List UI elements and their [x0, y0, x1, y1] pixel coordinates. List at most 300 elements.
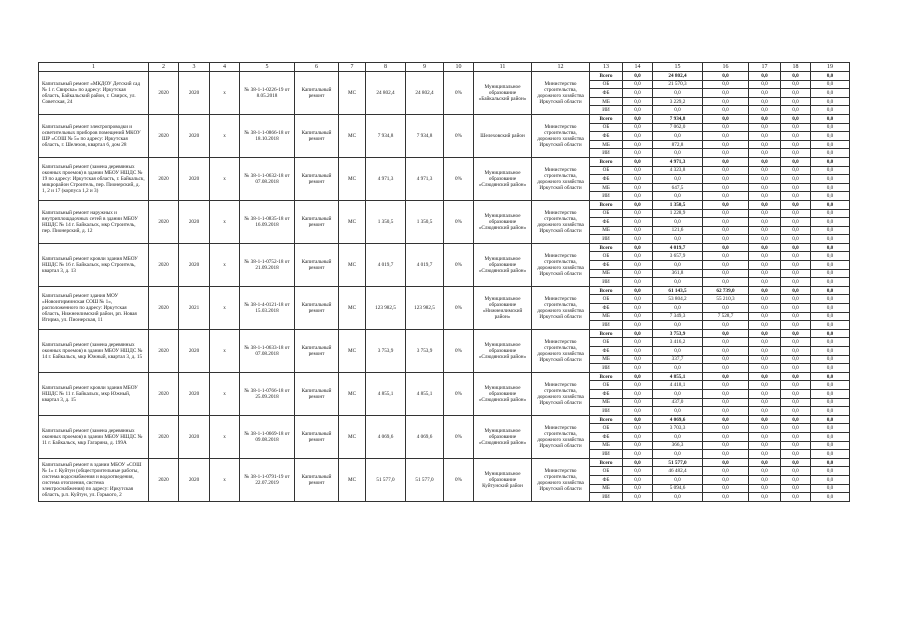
- amount-cell: 0,0: [623, 89, 653, 98]
- amount-cell: 3 703,3: [653, 424, 703, 433]
- amount-cell: 0,0: [749, 97, 781, 106]
- readiness-percent: 0%: [444, 329, 474, 372]
- remaining-cost: 7 934,8: [406, 114, 444, 157]
- amount-cell: 0,0: [749, 347, 781, 356]
- amount-cell: 0,0: [749, 278, 781, 287]
- funding-source: ИИ: [590, 450, 623, 459]
- amount-cell: 0,0: [781, 286, 811, 295]
- amount-cell: 53 804,2: [653, 295, 703, 304]
- amount-cell: 0,0: [749, 192, 781, 201]
- readiness-percent: 0%: [444, 72, 474, 115]
- amount-cell: 0,0: [623, 80, 653, 89]
- amount-cell: 1 350,5: [653, 200, 703, 209]
- end-year: 2020: [179, 415, 210, 458]
- amount-cell: 0,0: [653, 218, 703, 227]
- amount-cell: 0,0: [703, 80, 749, 89]
- amount-cell: 0,0: [623, 432, 653, 441]
- mark-cell: х: [210, 415, 240, 458]
- work-type: Капитальный ремонт: [295, 415, 339, 458]
- amount-cell: 0,0: [749, 312, 781, 321]
- municipality: Муниципальное образование «Байкальский район»: [474, 72, 532, 115]
- estimated-cost: 4 971,3: [366, 157, 406, 200]
- amount-cell: 0,0: [811, 355, 850, 364]
- funding-source: ОБ: [590, 467, 623, 476]
- column-number: 16: [703, 63, 749, 72]
- funding-source: Всего: [590, 157, 623, 166]
- work-type: Капитальный ремонт: [295, 72, 339, 115]
- remaining-cost: 24 802,4: [406, 72, 444, 115]
- amount-cell: 0,0: [811, 278, 850, 287]
- amount-cell: 0,0: [749, 321, 781, 330]
- funding-source: Всего: [590, 286, 623, 295]
- amount-cell: 0,0: [623, 295, 653, 304]
- expertise-cell: № 38-1-1-0226-19 от 8.05.2018: [240, 72, 295, 115]
- amount-cell: 0,0: [703, 493, 749, 502]
- funding-source: Всего: [590, 329, 623, 338]
- amount-cell: 0,0: [811, 218, 850, 227]
- amount-cell: 0,0: [811, 226, 850, 235]
- amount-cell: 0,0: [623, 355, 653, 364]
- municipality: Муниципальное образование «Слюдянский район»: [474, 243, 532, 286]
- funding-source: МБ: [590, 226, 623, 235]
- amount-cell: 437,0: [653, 398, 703, 407]
- amount-cell: 0,0: [781, 218, 811, 227]
- amount-cell: 0,0: [653, 475, 703, 484]
- amount-cell: 0,0: [623, 364, 653, 373]
- amount-cell: 0,0: [811, 389, 850, 398]
- amount-cell: 0,0: [623, 243, 653, 252]
- readiness-percent: 0%: [444, 157, 474, 200]
- amount-cell: 0,0: [811, 140, 850, 149]
- amount-cell: 872,8: [653, 140, 703, 149]
- amount-cell: 0,0: [749, 424, 781, 433]
- amount-cell: 0,0: [811, 269, 850, 278]
- amount-cell: 0,0: [811, 97, 850, 106]
- ownership: МС: [339, 286, 366, 329]
- funding-source: ИИ: [590, 493, 623, 502]
- amount-cell: 0,0: [781, 338, 811, 347]
- amount-cell: 0,0: [811, 261, 850, 270]
- amount-cell: 0,0: [749, 72, 781, 81]
- amount-cell: 0,0: [749, 484, 781, 493]
- amount-cell: 0,0: [623, 286, 653, 295]
- customer: Министерство строительства, дорожного хозяйства Иркутской области: [532, 243, 590, 286]
- mark-cell: х: [210, 72, 240, 115]
- mark-cell: х: [210, 372, 240, 415]
- amount-cell: 0,0: [811, 432, 850, 441]
- amount-cell: 0,0: [781, 200, 811, 209]
- funding-source: Всего: [590, 458, 623, 467]
- amount-cell: 0,0: [811, 321, 850, 330]
- mark-cell: х: [210, 200, 240, 243]
- amount-cell: 0,0: [811, 89, 850, 98]
- funding-source: Всего: [590, 114, 623, 123]
- amount-cell: 0,0: [703, 175, 749, 184]
- amount-cell: 0,0: [703, 441, 749, 450]
- amount-cell: 0,0: [623, 312, 653, 321]
- amount-cell: 0,0: [749, 304, 781, 313]
- amount-cell: 0,0: [811, 106, 850, 115]
- funding-source: МБ: [590, 355, 623, 364]
- remaining-cost: 4 855,1: [406, 372, 444, 415]
- mark-cell: х: [210, 157, 240, 200]
- amount-cell: 0,0: [703, 355, 749, 364]
- funding-source: ИИ: [590, 278, 623, 287]
- estimated-cost: 3 753,9: [366, 329, 406, 372]
- table-row: [39, 329, 850, 338]
- remaining-cost: 123 982,5: [406, 286, 444, 329]
- amount-cell: 0,0: [703, 484, 749, 493]
- customer: Министерство строительства, дорожного хозяйства Иркутской области: [532, 415, 590, 458]
- estimated-cost: 4 855,1: [366, 372, 406, 415]
- amount-cell: 0,0: [623, 72, 653, 81]
- amount-cell: 0,0: [781, 106, 811, 115]
- amount-cell: 0,0: [811, 398, 850, 407]
- funding-source: ОБ: [590, 123, 623, 132]
- budget-table: [38, 62, 850, 502]
- amount-cell: 0,0: [781, 372, 811, 381]
- amount-cell: 0,0: [703, 321, 749, 330]
- column-number: 15: [653, 63, 703, 72]
- table-row: [39, 286, 850, 295]
- amount-cell: 0,0: [749, 441, 781, 450]
- amount-cell: 0,0: [781, 493, 811, 502]
- project-name: Капитальный ремонт (замена деревянных оконных проемов) в здании МБОУ НШДС № 14 г. Байкальск, мкр Южный, квартал 3, д. 15: [39, 329, 149, 372]
- amount-cell: 0,0: [703, 149, 749, 158]
- amount-cell: 5 094,6: [653, 484, 703, 493]
- column-number: 3: [179, 63, 210, 72]
- amount-cell: 0,0: [811, 424, 850, 433]
- amount-cell: 0,0: [623, 261, 653, 270]
- start-year: 2020: [149, 72, 179, 115]
- start-year: 2020: [149, 372, 179, 415]
- amount-cell: 0,0: [749, 269, 781, 278]
- amount-cell: 0,0: [653, 192, 703, 201]
- ownership: МС: [339, 329, 366, 372]
- municipality: Муниципальное образование «Нижнеилимский район»: [474, 286, 532, 329]
- amount-cell: 24 802,4: [653, 72, 703, 81]
- amount-cell: 0,0: [781, 475, 811, 484]
- amount-cell: 0,0: [781, 149, 811, 158]
- amount-cell: 0,0: [781, 269, 811, 278]
- end-year: 2020: [179, 458, 210, 501]
- ownership: МС: [339, 372, 366, 415]
- column-number: 12: [532, 63, 590, 72]
- customer: Министерство строительства, дорожного хозяйства Иркутской области: [532, 286, 590, 329]
- funding-source: ФБ: [590, 89, 623, 98]
- start-year: 2020: [149, 329, 179, 372]
- amount-cell: 0,0: [781, 321, 811, 330]
- funding-source: ФБ: [590, 175, 623, 184]
- amount-cell: 0,0: [703, 407, 749, 416]
- project-name: Капитальный ремонт (замена деревянных оконных проемов) в здании МБОУ НШДС № 19 по адресу: Иркутская область, г. Байкальск, микрорайон Строитель, пер. Пионерский, д. 1, 2 и 17 (корпуса 1,2 и 3): [39, 157, 149, 200]
- column-number: 13: [590, 63, 623, 72]
- remaining-cost: 4 971,3: [406, 157, 444, 200]
- amount-cell: 0,0: [781, 97, 811, 106]
- amount-cell: 0,0: [749, 467, 781, 476]
- amount-cell: 0,0: [703, 261, 749, 270]
- amount-cell: 0,0: [703, 304, 749, 313]
- amount-cell: 4 971,3: [653, 157, 703, 166]
- funding-source: ОБ: [590, 295, 623, 304]
- amount-cell: 0,0: [703, 424, 749, 433]
- amount-cell: 0,0: [623, 372, 653, 381]
- amount-cell: 0,0: [703, 278, 749, 287]
- remaining-cost: 51 577,0: [406, 458, 444, 501]
- column-number: 7: [339, 63, 366, 72]
- funding-source: ФБ: [590, 475, 623, 484]
- amount-cell: 3 416,2: [653, 338, 703, 347]
- amount-cell: 0,0: [749, 89, 781, 98]
- amount-cell: 0,0: [703, 364, 749, 373]
- customer: Министерство строительства, дорожного хозяйства Иркутской области: [532, 72, 590, 115]
- mark-cell: х: [210, 458, 240, 501]
- amount-cell: 0,0: [749, 149, 781, 158]
- ownership: МС: [339, 415, 366, 458]
- amount-cell: 0,0: [623, 381, 653, 390]
- amount-cell: 0,0: [811, 347, 850, 356]
- amount-cell: 0,0: [623, 347, 653, 356]
- end-year: 2020: [179, 114, 210, 157]
- amount-cell: 0,0: [749, 226, 781, 235]
- amount-cell: 0,0: [811, 381, 850, 390]
- expertise-cell: № 38-1-1-0633-18 от 07.08.2018: [240, 329, 295, 372]
- amount-cell: 0,0: [703, 415, 749, 424]
- start-year: 2020: [149, 114, 179, 157]
- amount-cell: 0,0: [749, 106, 781, 115]
- amount-cell: 0,0: [623, 467, 653, 476]
- amount-cell: 0,0: [653, 450, 703, 459]
- amount-cell: 0,0: [703, 235, 749, 244]
- amount-cell: 0,0: [703, 89, 749, 98]
- column-number: 6: [295, 63, 339, 72]
- amount-cell: 0,0: [703, 114, 749, 123]
- amount-cell: 0,0: [781, 312, 811, 321]
- amount-cell: 0,0: [703, 338, 749, 347]
- funding-source: ФБ: [590, 432, 623, 441]
- end-year: 2021: [179, 286, 210, 329]
- amount-cell: 0,0: [653, 304, 703, 313]
- ownership: МС: [339, 157, 366, 200]
- amount-cell: 7 528,7: [703, 312, 749, 321]
- amount-cell: 0,0: [623, 235, 653, 244]
- funding-source: ОБ: [590, 338, 623, 347]
- amount-cell: 0,0: [623, 252, 653, 261]
- column-number: 17: [749, 63, 781, 72]
- table-row: [39, 157, 850, 166]
- column-number: 2: [149, 63, 179, 72]
- column-number: 9: [406, 63, 444, 72]
- amount-cell: 0,0: [623, 321, 653, 330]
- amount-cell: 0,0: [811, 149, 850, 158]
- funding-source: ФБ: [590, 347, 623, 356]
- remaining-cost: 4 069,6: [406, 415, 444, 458]
- amount-cell: 0,0: [703, 389, 749, 398]
- amount-cell: 0,0: [703, 398, 749, 407]
- amount-cell: 0,0: [749, 261, 781, 270]
- amount-cell: 0,0: [781, 123, 811, 132]
- column-number: 8: [366, 63, 406, 72]
- expertise-cell: № 38-1-1-0866-18 от 18.10.2018: [240, 114, 295, 157]
- customer: Министерство строительства, дорожного хозяйства Иркутской области: [532, 200, 590, 243]
- amount-cell: 0,0: [811, 407, 850, 416]
- amount-cell: 0,0: [749, 389, 781, 398]
- customer: Министерство строительства, дорожного хозяйства Иркутской области: [532, 372, 590, 415]
- amount-cell: 0,0: [781, 89, 811, 98]
- amount-cell: 0,0: [781, 407, 811, 416]
- start-year: 2020: [149, 458, 179, 501]
- expertise-cell: № 38-1-1-0766-18 от 25.09.2018: [240, 372, 295, 415]
- amount-cell: 0,0: [749, 493, 781, 502]
- work-type: Капитальный ремонт: [295, 200, 339, 243]
- amount-cell: 0,0: [623, 458, 653, 467]
- expertise-cell: № 38-1-1-0835-18 от 16.09.2018: [240, 200, 295, 243]
- amount-cell: 0,0: [781, 157, 811, 166]
- amount-cell: 0,0: [749, 407, 781, 416]
- amount-cell: 0,0: [781, 166, 811, 175]
- amount-cell: 0,0: [749, 355, 781, 364]
- amount-cell: 337,7: [653, 355, 703, 364]
- funding-source: МБ: [590, 441, 623, 450]
- amount-cell: 0,0: [781, 347, 811, 356]
- amount-cell: 0,0: [811, 132, 850, 141]
- amount-cell: 0,0: [749, 450, 781, 459]
- funding-source: МБ: [590, 398, 623, 407]
- amount-cell: 0,0: [781, 304, 811, 313]
- customer: Министерство строительства, дорожного хозяйства Иркутской области: [532, 114, 590, 157]
- amount-cell: 0,0: [703, 450, 749, 459]
- ownership: МС: [339, 200, 366, 243]
- amount-cell: 0,0: [749, 458, 781, 467]
- amount-cell: 0,0: [811, 252, 850, 261]
- amount-cell: 0,0: [623, 175, 653, 184]
- amount-cell: 0,0: [811, 157, 850, 166]
- estimated-cost: 24 802,4: [366, 72, 406, 115]
- amount-cell: 46 482,4: [653, 467, 703, 476]
- start-year: 2020: [149, 200, 179, 243]
- amount-cell: 0,0: [703, 132, 749, 141]
- amount-cell: 0,0: [653, 106, 703, 115]
- ownership: МС: [339, 114, 366, 157]
- amount-cell: 0,0: [653, 278, 703, 287]
- expertise-cell: № 38-1-1-0752-18 от 21.09.2018: [240, 243, 295, 286]
- project-name: Капитальный ремонт электропроводки и осветительных приборов помещений МКОУ ШР «СОШ № 5» по адресу: Иркутская область, г. Шелехов, квартал 6, дом 28: [39, 114, 149, 157]
- amount-cell: 0,0: [703, 347, 749, 356]
- end-year: 2020: [179, 243, 210, 286]
- amount-cell: 0,0: [811, 235, 850, 244]
- amount-cell: 0,0: [623, 441, 653, 450]
- amount-cell: 0,0: [781, 450, 811, 459]
- expertise-cell: № 38-1-4-0121-18 от 15.03.2018: [240, 286, 295, 329]
- amount-cell: 0,0: [811, 114, 850, 123]
- amount-cell: 0,0: [623, 493, 653, 502]
- funding-source: ОБ: [590, 252, 623, 261]
- municipality: Муниципальное образование Куйтунский район: [474, 458, 532, 501]
- funding-source: ИИ: [590, 192, 623, 201]
- municipality: Шелеховский район: [474, 114, 532, 157]
- amount-cell: 0,0: [749, 338, 781, 347]
- amount-cell: 0,0: [749, 80, 781, 89]
- end-year: 2020: [179, 157, 210, 200]
- ownership: МС: [339, 458, 366, 501]
- funding-source: ИИ: [590, 106, 623, 115]
- amount-cell: 0,0: [781, 458, 811, 467]
- amount-cell: 4 323,8: [653, 166, 703, 175]
- funding-source: Всего: [590, 72, 623, 81]
- project-name: Капитальный ремонт кровли здания МБОУ НШДС № 11 г. Байкальск, мкр Южный, квартал 3, д. 15: [39, 372, 149, 415]
- expertise-cell: № 38-1-1-0669-18 от 09.08.2018: [240, 415, 295, 458]
- amount-cell: 0,0: [653, 493, 703, 502]
- customer: Министерство строительства, дорожного хозяйства Иркутской области: [532, 157, 590, 200]
- amount-cell: 0,0: [781, 243, 811, 252]
- funding-source: ИИ: [590, 364, 623, 373]
- customer: Министерство строительства, дорожного хозяйства Иркутской области: [532, 329, 590, 372]
- amount-cell: 0,0: [749, 200, 781, 209]
- amount-cell: 0,0: [749, 235, 781, 244]
- amount-cell: 0,0: [703, 372, 749, 381]
- funding-source: МБ: [590, 97, 623, 106]
- amount-cell: 0,0: [623, 475, 653, 484]
- amount-cell: 0,0: [811, 295, 850, 304]
- amount-cell: 0,0: [781, 484, 811, 493]
- amount-cell: 0,0: [749, 114, 781, 123]
- amount-cell: 0,0: [623, 424, 653, 433]
- amount-cell: 0,0: [781, 295, 811, 304]
- amount-cell: 0,0: [749, 175, 781, 184]
- amount-cell: 0,0: [623, 304, 653, 313]
- amount-cell: 0,0: [811, 286, 850, 295]
- amount-cell: 1 228,9: [653, 209, 703, 218]
- amount-cell: 0,0: [749, 132, 781, 141]
- remaining-cost: 1 350,5: [406, 200, 444, 243]
- amount-cell: 7 349,3: [653, 312, 703, 321]
- amount-cell: 0,0: [781, 80, 811, 89]
- amount-cell: 0,0: [623, 450, 653, 459]
- amount-cell: 0,0: [703, 183, 749, 192]
- amount-cell: 61 143,5: [653, 286, 703, 295]
- end-year: 2020: [179, 200, 210, 243]
- table-row: [39, 200, 850, 209]
- amount-cell: 0,0: [781, 209, 811, 218]
- amount-cell: 0,0: [781, 114, 811, 123]
- funding-source: Всего: [590, 243, 623, 252]
- remaining-cost: 3 753,9: [406, 329, 444, 372]
- amount-cell: 0,0: [811, 475, 850, 484]
- amount-cell: 0,0: [811, 80, 850, 89]
- table-row: [39, 72, 850, 81]
- project-name: Капитальный ремонт наружных и внутриплощадочных сетей в здании МБОУ НШДС № 14 г. Байкальск, мкр Строитель, пер. Пионерский, д. 12: [39, 200, 149, 243]
- column-number: 14: [623, 63, 653, 72]
- amount-cell: 0,0: [703, 458, 749, 467]
- estimated-cost: 7 934,8: [366, 114, 406, 157]
- amount-cell: 0,0: [749, 286, 781, 295]
- funding-source: ФБ: [590, 389, 623, 398]
- amount-cell: 0,0: [781, 226, 811, 235]
- ownership: МС: [339, 72, 366, 115]
- table-row: [39, 415, 850, 424]
- amount-cell: 0,0: [653, 389, 703, 398]
- amount-cell: 0,0: [781, 140, 811, 149]
- amount-cell: 0,0: [811, 175, 850, 184]
- mark-cell: х: [210, 329, 240, 372]
- amount-cell: 0,0: [703, 329, 749, 338]
- amount-cell: 3 229,2: [653, 97, 703, 106]
- amount-cell: 0,0: [623, 114, 653, 123]
- amount-cell: 0,0: [781, 261, 811, 270]
- budget-table-sheet: [38, 62, 849, 502]
- amount-cell: 0,0: [623, 278, 653, 287]
- amount-cell: 0,0: [781, 364, 811, 373]
